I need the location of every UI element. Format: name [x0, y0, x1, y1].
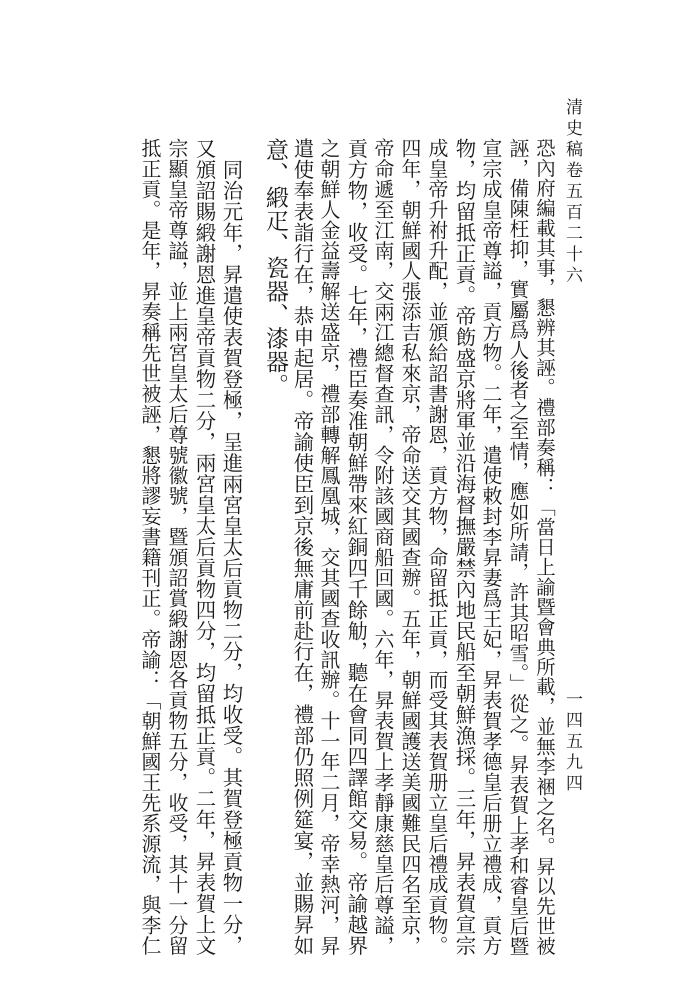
page-number: 一四五九四 [562, 690, 582, 795]
text-column-11: 意、緞疋、瓷器、漆器。 [262, 138, 288, 398]
text-column-13: 又頒詔賜緞謝恩進皇帝貢物二分，兩宮皇太后貢物四分，均留抵正貢。二年，昇表賀上文 [192, 138, 216, 956]
text-column-5: 成皇帝升祔升配，並頒給詔書謝恩，貢方物，命留抵正貢，而受其表賀册立皇后禮成貢物。 [425, 138, 448, 956]
text-column-15: 抵正貢。是年，昇奏稱先世被誣，懇將謬妄書籍刊正。帝諭：「朝鮮國王先系源流，與李仁 [138, 138, 161, 956]
text-column-6: 四年，朝鮮國人張添吉私來京，帝命送交其國查辦。五年，朝鮮國護送美國難民四名至京， [398, 138, 421, 956]
text-column-12: 同治元年，昇遣使表賀登極，呈進兩宮皇太后貢物二分，均收受。其賀登極貢物一分， [219, 138, 243, 956]
text-column-10: 遣使奉表詣行在，恭申起居。帝諭使臣到京後無庸前赴行在，禮部仍照例筵宴，並賜昇如 [290, 138, 314, 956]
text-column-9: 之朝鮮人金益壽解送盛京，禮部轉解鳳凰城，交其國查收訊辦。十一年二月，帝幸熱河，昇 [317, 138, 340, 956]
text-column-3: 宣宗成皇帝尊謚，貢方物。二年，遣使敕封李昇妻爲王妃，昇表賀孝德皇后册立禮成，貢方 [479, 138, 502, 956]
text-column-7: 帝命遞至江南，交兩江總督查訊，令附該國商船回國。六年，昇表賀上孝靜康慈皇后尊謚， [371, 138, 394, 956]
text-column-4: 物，均留抵正貢。帝飭盛京將軍並沿海督撫嚴禁內地民船至朝鮮漁採。三年，昇表賀宣宗 [452, 138, 476, 956]
book-title: 清史稿卷五百二十六 [562, 98, 582, 287]
text-column-14: 宗顯皇帝尊謚，並上兩宮皇太后尊號徽號，暨頒詔賞緞謝恩各貢物五分，收受，其十一分留 [165, 138, 188, 956]
text-column-1: 恐內府編載其事，懇辨其誣。禮部奏稱：「當日上諭暨會典所載，並無李裍之名。昇以先世被 [533, 138, 556, 956]
text-column-8: 貢方物，收受。七年，禮臣奏准朝鮮帶來紅銅四千餘觔，聽在會同四譯館交易。帝諭越界 [344, 138, 368, 956]
text-column-2: 誣，備陳枉抑，實屬爲人後者之至情，應如所請，許其昭雪。」從之。昇表賀上孝和睿皇后暨 [506, 138, 529, 957]
